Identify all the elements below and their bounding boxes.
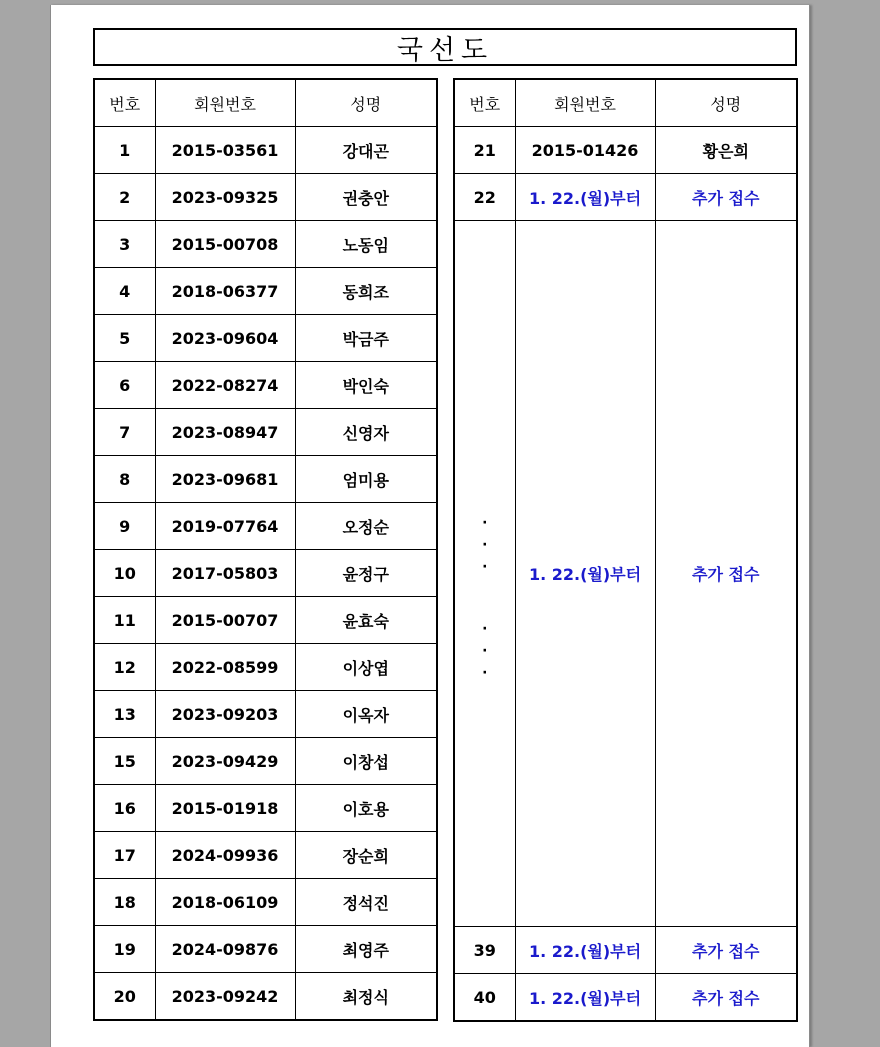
roster-table-left [93,78,438,1021]
ellipsis-dot: · [482,537,488,553]
row-name: 장순희 [295,832,437,879]
row-name: 추가 접수 [655,974,797,1022]
row-name: 노동임 [295,221,437,268]
row-no: 6 [94,362,155,409]
ellipsis-cell [454,221,515,927]
row-name: 윤정구 [295,550,437,597]
row-member-id: 2015-00707 [155,597,295,644]
table-row [94,597,437,644]
row-no: 21 [454,127,515,174]
document-page [50,5,810,1047]
row-no: 19 [94,926,155,973]
row-no: 39 [454,927,515,974]
table-row [454,974,797,1022]
table-header-row [94,79,437,127]
row-no: 20 [94,973,155,1021]
row-no: 13 [94,691,155,738]
row-name: 최영주 [295,926,437,973]
header-member-id: 회원번호 [515,79,655,127]
row-name: 박인숙 [295,362,437,409]
row-name: 오정순 [295,503,437,550]
row-name: 권충안 [295,174,437,221]
header-member-id: 회원번호 [155,79,295,127]
table-row [94,268,437,315]
table-row [454,127,797,174]
header-name: 성명 [655,79,797,127]
row-no: 16 [94,785,155,832]
row-no: 9 [94,503,155,550]
row-name: 이옥자 [295,691,437,738]
table-row [94,503,437,550]
page-title: 국선도 [93,28,797,66]
row-name: 추가 접수 [655,927,797,974]
table-row [94,550,437,597]
row-member-id: 2018-06109 [155,879,295,926]
row-name: 엄미용 [295,456,437,503]
row-member-id: 2023-09325 [155,174,295,221]
table-row [94,456,437,503]
header-no: 번호 [454,79,515,127]
row-no: 3 [94,221,155,268]
row-member-id: 1. 22.(월)부터 [515,174,655,221]
row-no: 18 [94,879,155,926]
row-name: 추가 접수 [655,221,797,927]
table-row [94,221,437,268]
table-header-row [454,79,797,127]
row-name: 정석진 [295,879,437,926]
table-row [94,315,437,362]
row-member-id: 2024-09876 [155,926,295,973]
row-no: 7 [94,409,155,456]
row-name: 이상엽 [295,644,437,691]
row-no: 17 [94,832,155,879]
row-member-id: 1. 22.(월)부터 [515,974,655,1022]
row-member-id: 2019-07764 [155,503,295,550]
ellipsis-dot: · [482,643,488,659]
row-no: 10 [94,550,155,597]
table-row [94,879,437,926]
table-row [454,927,797,974]
table-row [454,174,797,221]
ellipsis-dot: · [482,665,488,681]
row-member-id: 2022-08599 [155,644,295,691]
row-no: 22 [454,174,515,221]
row-member-id: 1. 22.(월)부터 [515,221,655,927]
row-member-id: 2023-09242 [155,973,295,1021]
row-member-id: 2015-01918 [155,785,295,832]
header-name: 성명 [295,79,437,127]
row-member-id: 2023-09604 [155,315,295,362]
row-member-id: 2022-08274 [155,362,295,409]
ellipsis-dot: · [482,559,488,575]
ellipsis-dot: · [482,515,488,531]
row-no: 1 [94,127,155,174]
row-name: 이호용 [295,785,437,832]
header-no: 번호 [94,79,155,127]
row-member-id: 2023-09681 [155,456,295,503]
row-no: 15 [94,738,155,785]
row-name: 동희조 [295,268,437,315]
row-no: 2 [94,174,155,221]
row-member-id: 2015-00708 [155,221,295,268]
row-member-id: 1. 22.(월)부터 [515,927,655,974]
table-row [94,738,437,785]
row-member-id: 2023-08947 [155,409,295,456]
row-name: 추가 접수 [655,174,797,221]
row-name: 이창섭 [295,738,437,785]
row-member-id: 2024-09936 [155,832,295,879]
row-no: 8 [94,456,155,503]
table-row [94,362,437,409]
table-row [94,785,437,832]
roster-table-right [453,78,798,1022]
row-member-id: 2015-03561 [155,127,295,174]
row-name: 박금주 [295,315,437,362]
row-member-id: 2017-05803 [155,550,295,597]
row-member-id: 2015-01426 [515,127,655,174]
row-no: 5 [94,315,155,362]
ellipsis-dot: · [482,621,488,637]
row-no: 4 [94,268,155,315]
table-row [94,691,437,738]
roster-body-left [94,127,437,1021]
table-row [94,127,437,174]
table-row [94,409,437,456]
row-no: 40 [454,974,515,1022]
table-row [94,174,437,221]
table-row [94,973,437,1021]
row-no: 12 [94,644,155,691]
row-member-id: 2023-09429 [155,738,295,785]
table-row [94,926,437,973]
row-member-id: 2018-06377 [155,268,295,315]
row-name: 윤효숙 [295,597,437,644]
row-name: 최정식 [295,973,437,1021]
row-name: 황은희 [655,127,797,174]
merged-placeholder-row [454,221,797,927]
roster-body-right [454,127,797,1022]
row-name: 강대곤 [295,127,437,174]
table-row [94,644,437,691]
row-no: 11 [94,597,155,644]
row-name: 신영자 [295,409,437,456]
row-member-id: 2023-09203 [155,691,295,738]
table-row [94,832,437,879]
